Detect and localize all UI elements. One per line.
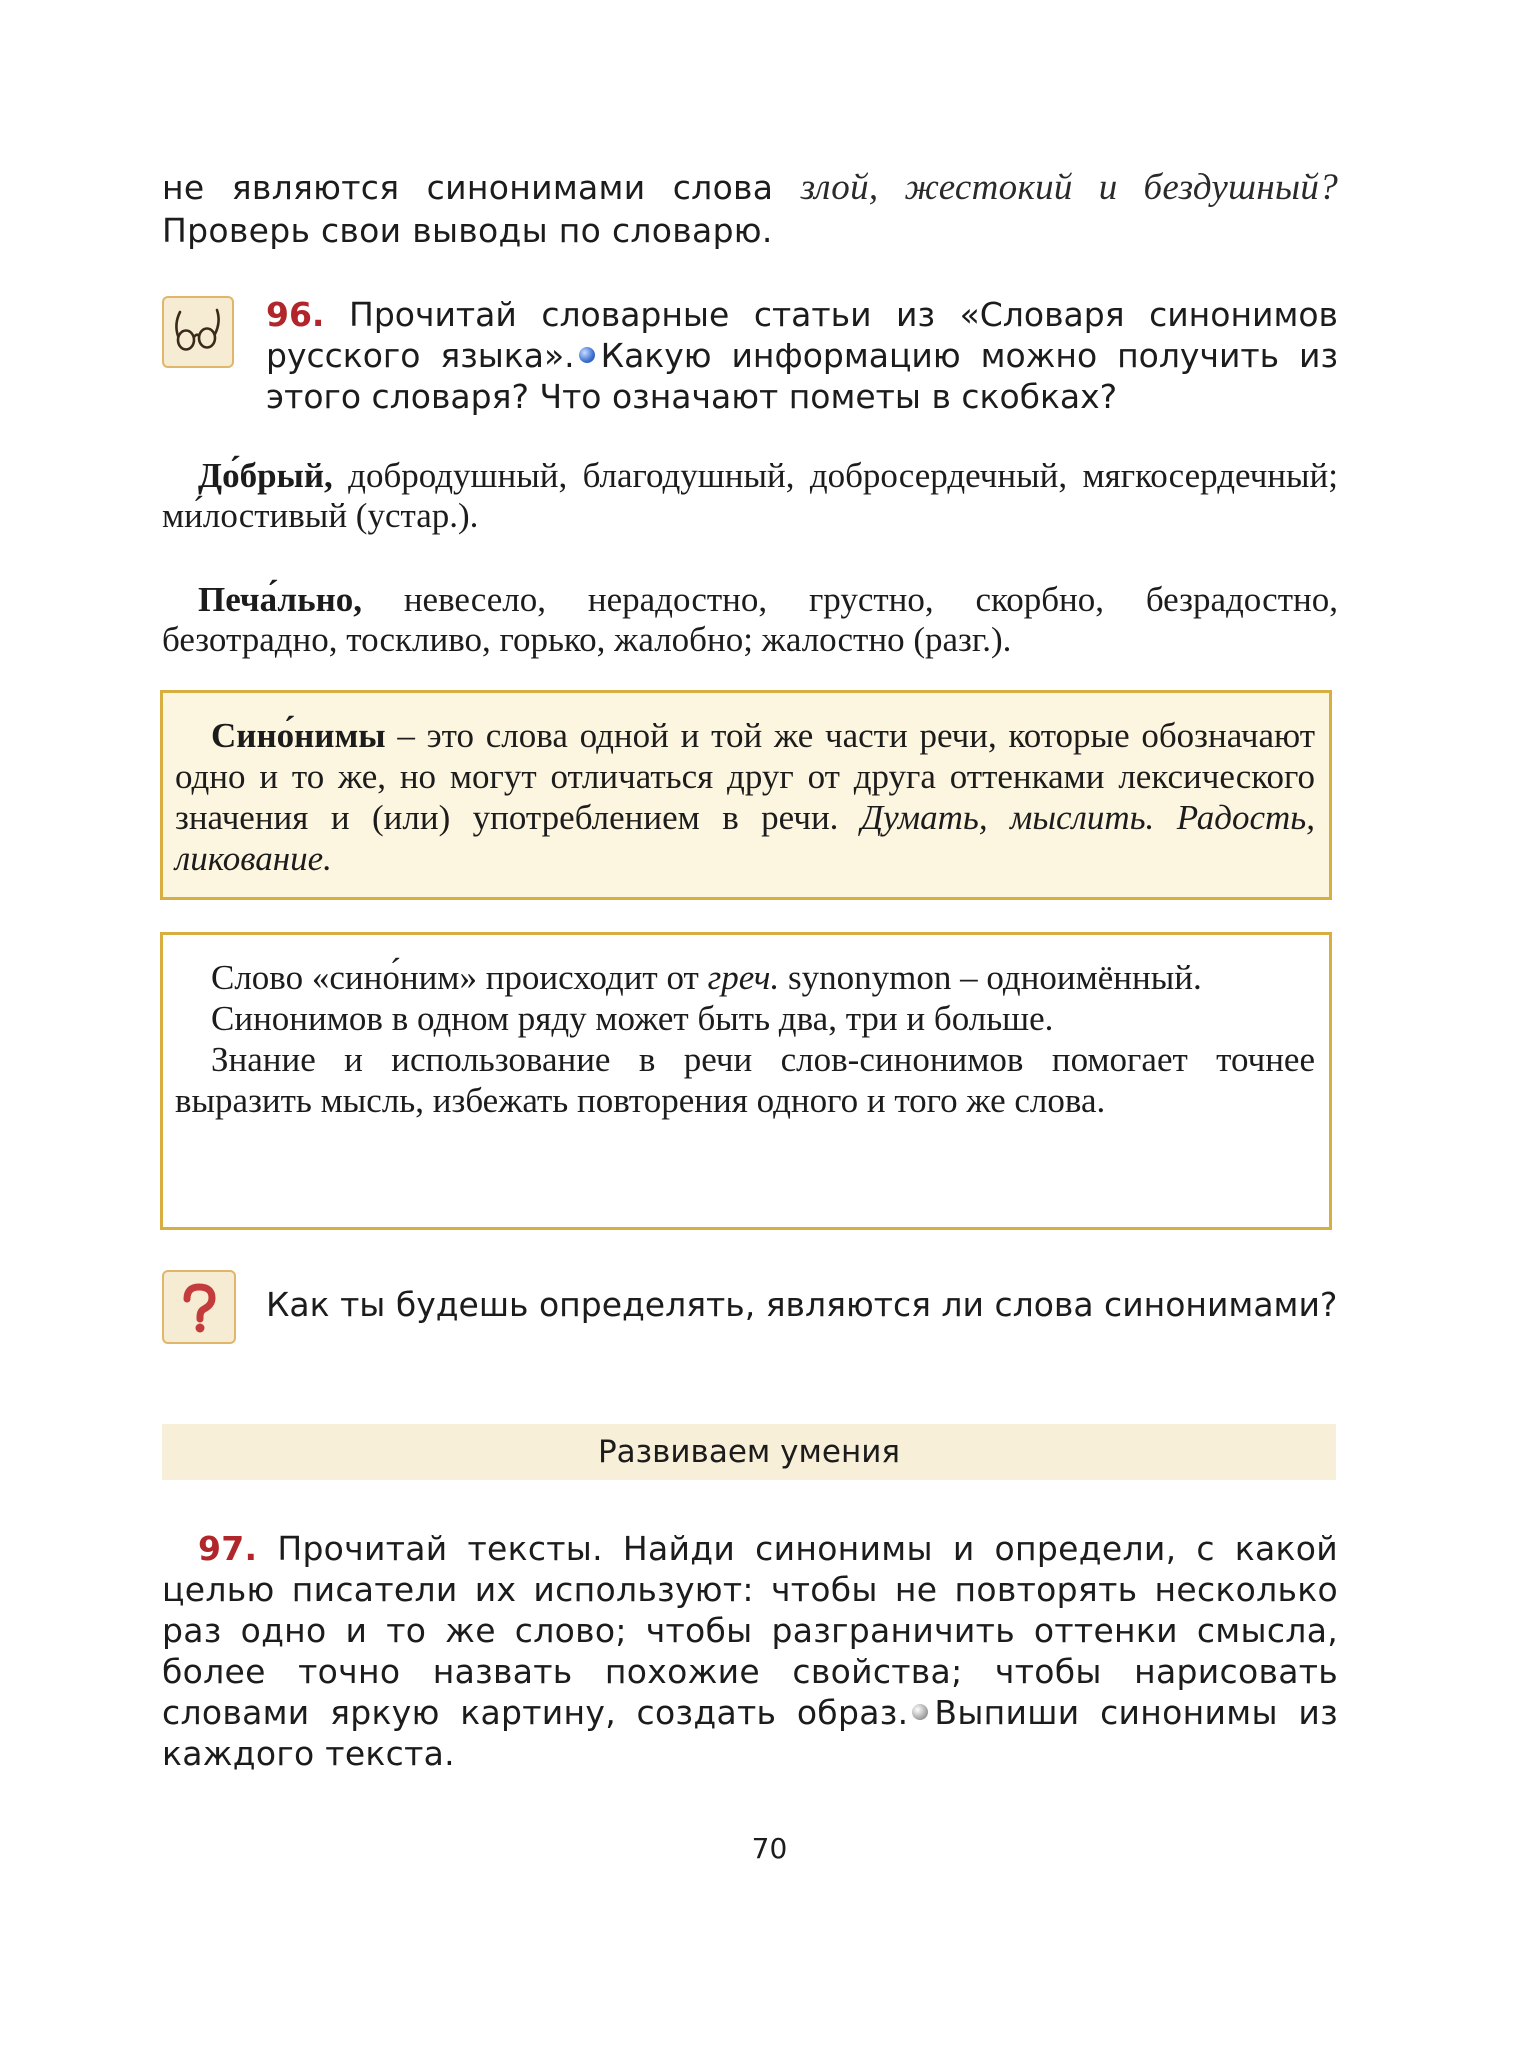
info-paragraph-count: Синонимов в одном ряду может быть два, три и больше.	[211, 999, 1054, 1038]
exercise-96-text2: Какую информацию можно получить из этого словаря? Что означают пометы в скобках?	[266, 336, 1338, 416]
question-mark-icon	[162, 1270, 236, 1344]
info-origin-start: Слово «сино́ним» происходит от	[211, 958, 708, 997]
rule-box-synonyms	[160, 690, 1332, 900]
rule-term: Сино́нимы	[211, 716, 386, 755]
intro-words: злой, жестокий и бездушный?	[800, 167, 1338, 208]
intro-question	[162, 166, 1338, 252]
info-origin-end: synonymon – одноимённый.	[779, 958, 1202, 997]
intro-line-start: не являются синонимами слова	[162, 168, 801, 207]
page-number: 70	[751, 1832, 788, 1865]
dictionary-headword: До́брый,	[198, 456, 333, 495]
exercise-97-text2: Выпиши синонимы из каждого текста.	[162, 1693, 1338, 1773]
rule-definition: – это слова одной и той же части речи, которые обозначают одно и то же, но могут отличаться друг от друга оттенками лексического значения и (или) употреблением в речи.	[175, 716, 1315, 837]
exercise-97-number: 97.	[198, 1529, 258, 1568]
info-paragraph-usage: Знание и использование в речи слов-синонимов помогает точнее выразить мысль, избежать повторения одного и того же слова.	[175, 1040, 1315, 1120]
dictionary-entry-dobry	[162, 456, 1338, 536]
dictionary-headword: Печа́льно,	[198, 580, 362, 619]
info-box-origin	[160, 932, 1332, 1230]
dictionary-synonyms: добродушный, благодушный, добросердечный, мягкосердечный; ми́лостивый (устар.).	[162, 456, 1338, 535]
grey-bullet-icon	[912, 1704, 928, 1720]
exercise-97-text1: Прочитай тексты. Найди синонимы и определи, с какой целью писатели их используют: чтобы не повторять несколько раз одно и то же слово; чтобы разграничить оттенки смысла, более точно назвать похожие свойства; чтобы нарисовать словами яркую картину, создать образ.	[162, 1529, 1338, 1732]
info-paragraph-origin	[175, 957, 1315, 998]
section-banner: Развиваем умения	[162, 1424, 1336, 1480]
exercise-96	[266, 294, 1338, 417]
glasses-icon	[162, 296, 234, 368]
info-origin-abbr: греч.	[707, 958, 780, 997]
dictionary-entry-pechalno	[162, 580, 1338, 660]
exercise-97	[162, 1528, 1338, 1774]
exercise-96-text1: Прочитай словарные статьи из «Словаря синонимов русского языка».	[266, 295, 1338, 375]
question-text: Как ты будешь определять, являются ли слова синонимами?	[266, 1285, 1338, 1324]
rule-examples: Думать, мыслить. Радость, ликование.	[175, 798, 1315, 878]
dictionary-synonyms: невесело, нерадостно, грустно, скорбно, безрадостно, безотрадно, тоскливо, горько, жалобно; жалостно (разг.).	[162, 580, 1338, 659]
exercise-96-number: 96.	[266, 295, 325, 334]
blue-bullet-icon	[579, 347, 595, 363]
intro-line-end: Проверь свои выводы по словарю.	[162, 211, 773, 250]
